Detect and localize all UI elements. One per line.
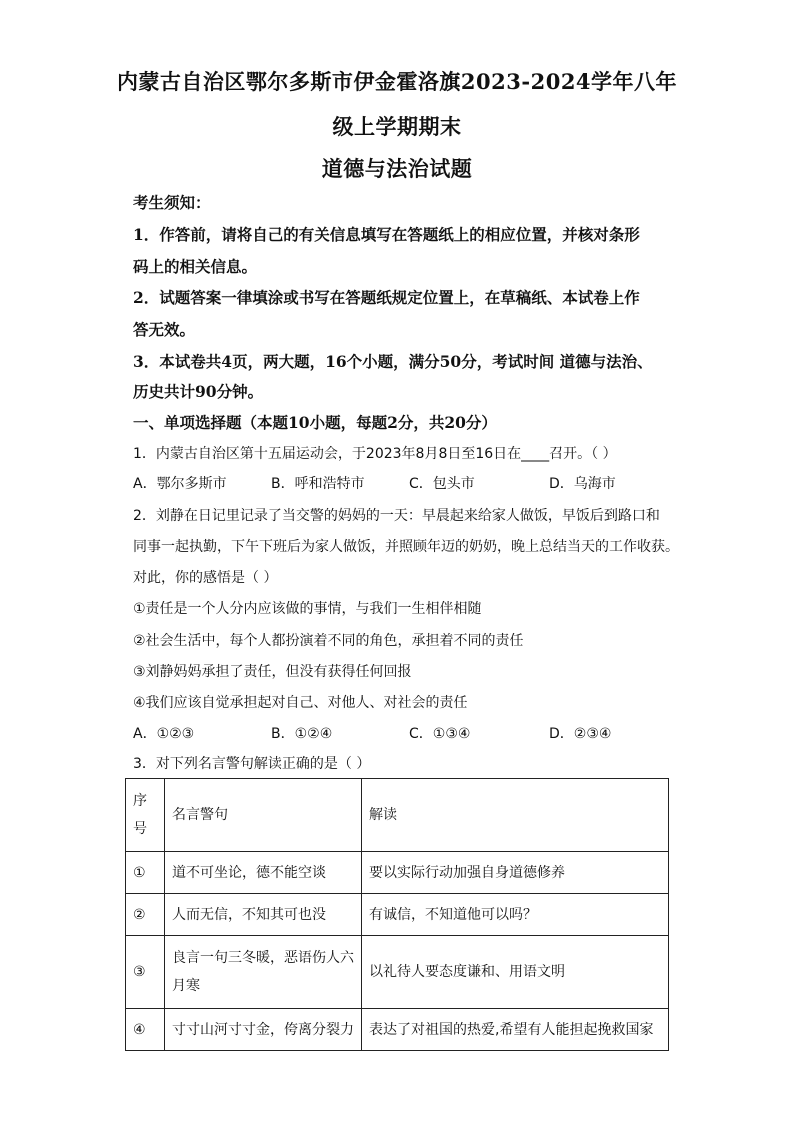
table-row-interpretation: 表达了对祖国的热爱,希望有人能担起挽救国家: [362, 1009, 669, 1051]
question-1-option-b: B．呼和浩特市: [271, 476, 365, 492]
question-2-stem-line-2: 同事一起执勤，下午下班后为家人做饭，并照顾年迈的奶奶，晚上总结当天的工作收获。: [133, 539, 679, 555]
table-header-quote: 名言警句: [165, 779, 362, 852]
question-1-option-c: C．包头市: [409, 476, 475, 492]
exam-title-line-2: 级上学期期末: [332, 114, 462, 139]
question-3-stem: 3．对下列名言警句解读正确的是（ ）: [133, 756, 371, 772]
table-row: [126, 1009, 669, 1051]
table-row-interpretation: 要以实际行动加强自身道德修养: [362, 852, 669, 894]
question-2-statement-2: ②社会生活中，每个人都扮演着不同的角色，承担着不同的责任: [133, 633, 524, 649]
table-row: [126, 894, 669, 936]
question-1-option-d: D．乌海市: [549, 476, 616, 492]
table-header-number-line-1: 序: [133, 793, 147, 809]
question-2-statement-4: ④我们应该自觉承担起对自己、对他人、对社会的责任: [133, 695, 468, 711]
question-2-option-d: D．②③④: [549, 726, 612, 742]
question-1-stem: 1．内蒙古自治区第十五届运动会，于2023年8月8日至16日在____召开。（ ）: [133, 446, 617, 462]
notice-item-1-line-1: 1．作答前，请将自己的有关信息填写在答题纸上的相应位置，并核对条形: [133, 225, 640, 244]
section-1-heading: 一、单项选择题（本题10小题，每题2分，共20分）: [133, 413, 497, 432]
table-row: [126, 852, 669, 894]
table-row-number: ②: [126, 894, 165, 936]
question-2-stem-line-1: 2．刘静在日记里记录了当交警的妈妈的一天：早晨起来给家人做饭，早饭后到路口和: [133, 508, 660, 524]
notice-item-3-line-2: 历史共计90分钟。: [133, 382, 264, 401]
table-row-quote: 道不可坐论，德不能空谈: [165, 852, 362, 894]
question-2-option-b: B．①②④: [271, 726, 333, 742]
table-row-quote: 人而无信，不知其可也没: [165, 894, 362, 936]
table-row-quote-line-2: 月寒: [172, 978, 200, 994]
table-row-quote: [165, 936, 362, 1009]
exam-title-line-1: 内蒙古自治区鄂尔多斯市伊金霍洛旗2023-2024学年八年: [116, 69, 678, 94]
table-row-interpretation: 以礼待人要态度谦和、用语文明: [362, 936, 669, 1009]
notice-item-3-line-1: 3．本试卷共4页，两大题，16个小题，满分50分，考试时间 道德与法治、: [133, 352, 653, 371]
notice-heading: 考生须知：: [133, 193, 211, 212]
table-row-number: ④: [126, 1009, 165, 1051]
question-2-stem-line-3: 对此，你的感悟是（ ）: [133, 570, 278, 586]
table-row-number: ①: [126, 852, 165, 894]
table-row-interpretation: 有诚信，不知道他可以吗？: [362, 894, 669, 936]
table-row-number: ③: [126, 936, 165, 1009]
table-header-number-line-2: 号: [133, 821, 147, 837]
exam-subject-title: 道德与法治试题: [321, 156, 473, 181]
table-header-number: [126, 779, 165, 852]
table-row-quote-line-1: 良言一句三冬暖，恶语伤人六: [172, 950, 354, 966]
question-2-option-c: C．①③④: [409, 726, 471, 742]
table-row: [126, 936, 669, 1009]
question-1-option-a: A．鄂尔多斯市: [133, 476, 227, 492]
question-2-statement-1: ①责任是一个人分内应该做的事情，与我们一生相伴相随: [133, 601, 482, 617]
question-2-statement-3: ③刘静妈妈承担了责任，但没有获得任何回报: [133, 664, 412, 680]
notice-item-2-line-1: 2．试题答案一律填涂或书写在答题纸规定位置上，在草稿纸、本试卷上作: [133, 288, 640, 307]
table-header-row: [126, 779, 669, 852]
table-header-interpretation: 解读: [362, 779, 669, 852]
proverb-table: [125, 778, 669, 1051]
notice-item-2-line-2: 答无效。: [133, 320, 196, 339]
question-2-option-a: A．①②③: [133, 726, 195, 742]
table-row-quote: 寸寸山河寸寸金，侉离分裂力: [165, 1009, 362, 1051]
notice-item-1-line-2: 码上的相关信息。: [133, 257, 258, 276]
